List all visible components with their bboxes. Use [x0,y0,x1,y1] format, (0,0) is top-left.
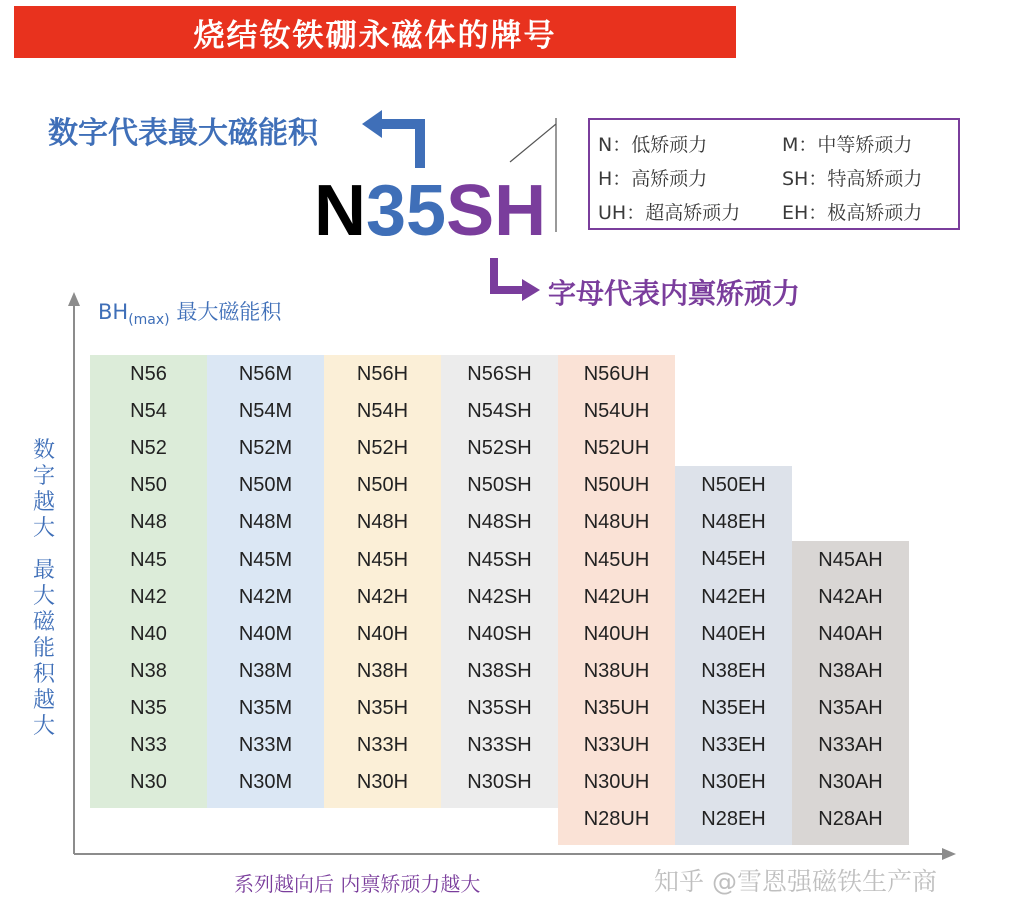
y-axis-label-sub: (max) [128,312,170,329]
example-number: 35 [366,171,447,251]
letter-meaning-label: 字母代表内禀矫顽力 [548,277,801,310]
y-side-label-part1: 数字越大 [32,438,55,541]
grade-cell: N38H [356,659,409,682]
grade-cell: N35EH [701,696,766,719]
grade-cell: N50M [238,474,293,497]
grade-cell: N30 [130,771,167,794]
grade-column-eh [675,466,792,845]
grade-cell: N33AH [818,734,883,756]
grade-cell: N45EH [701,548,766,571]
grade-cell: N35 [130,696,167,719]
grade-column-uh [558,355,675,845]
grade-cell: N50SH [467,474,532,497]
example-prefix: N [314,171,366,251]
grade-cell: N30AH [818,771,883,794]
grade-cell: N35UH [583,696,650,719]
grade-cell: N48M [238,511,293,534]
watermark: 知乎 @雪恩强磁铁生产商 [654,867,937,896]
grade-cell: N28AH [818,808,883,831]
grade-cell: N48SH [467,511,532,534]
grade-cell: N45M [238,548,293,571]
grade-cell: N38EH [701,659,766,682]
number-arrow-head-icon [362,110,382,138]
grade-cell: N40M [238,622,293,645]
grade-cell: N52M [238,437,293,460]
legend-item: N：低矫顽力 [598,133,708,156]
grade-cell: N38 [130,659,167,682]
grade-cell: N40H [356,622,409,645]
grade-cell: N48UH [583,511,650,534]
grade-column-h [324,355,441,808]
grade-cell: N45SH [467,548,532,571]
grade-cell: N42SH [467,585,532,608]
grade-cell: N56H [356,363,409,385]
grade-cell: N42 [130,585,167,608]
y-axis-label-rest: 最大磁能积 [169,300,282,324]
letter-arrow [494,258,526,290]
grade-cell: N45AH [818,548,883,571]
grade-cell: N42UH [583,585,650,608]
grade-cell: N38AH [818,659,883,682]
grade-cell: N50 [130,474,167,497]
letter-arrow-head-icon [522,279,540,301]
grade-cell: N52UH [583,437,650,460]
grade-cell: N48 [130,511,167,534]
grade-cell: N28EH [701,808,766,831]
grade-cell: N54 [130,400,167,423]
example-suffix: SH [446,171,547,251]
grade-cell: N42H [356,585,409,608]
grade-cell: N40AH [818,622,883,645]
grade-cell: N48H [356,511,409,534]
grade-cell: N40EH [701,622,766,645]
grade-cell: N38UH [583,659,650,682]
grade-cell: N38SH [467,659,532,682]
page-title: 烧结钕铁硼永磁体的牌号 [193,17,557,54]
legend-item: M：中等矫顽力 [782,133,913,156]
legend-item: SH：特高矫顽力 [782,167,923,190]
legend-item: H：高矫顽力 [598,167,708,190]
grade-cell: N40SH [467,622,532,645]
grade-column-sh [441,355,558,808]
grade-column-n [90,355,207,808]
grade-cell: N38M [238,659,293,682]
grade-cell: N54SH [467,400,532,423]
grade-cell: N30SH [467,771,532,794]
grade-cell: N35AH [818,696,883,719]
legend-pointer-line [510,124,556,162]
grade-cell: N30EH [701,771,766,794]
grade-cell: N35M [238,696,293,719]
grade-cell: N50EH [701,474,766,497]
grade-cell: N35SH [467,696,532,719]
grade-cell: N54H [356,400,409,423]
y-side-label [28,438,60,740]
y-side-label-part2: 最大磁能积越大 [32,558,55,739]
grade-cell: N52SH [467,437,532,460]
grade-cell: N48EH [701,511,766,534]
grade-cell: N42M [238,585,293,608]
grade-cell: N40UH [583,622,650,645]
grade-cell: N35H [356,696,409,719]
number-arrow [376,124,420,168]
grade-cell: N50H [356,474,409,497]
grade-cell: N33H [356,734,409,756]
grade-cell: N30H [356,771,409,794]
grade-cell: N56 [130,363,167,385]
grade-cell: N54M [238,400,293,423]
grade-cell: N30M [238,771,293,794]
legend-item: EH：极高矫顽力 [782,201,923,224]
grade-cell: N42EH [701,585,766,608]
number-meaning-label: 数字代表最大磁能积 [48,116,318,151]
grade-cell: N45 [130,548,167,571]
y-axis-arrow-icon [68,292,80,306]
grade-cell: N54UH [583,400,650,423]
grade-cell: N56SH [467,363,532,385]
grade-cell: N33M [238,734,293,756]
grade-cell: N52H [356,437,409,460]
grade-cell: N50UH [583,474,650,497]
y-axis-label [98,296,281,328]
grade-column-m [207,355,324,808]
grade-cell: N33UH [583,734,650,756]
grade-cell: N30UH [583,771,650,794]
grade-cell: N40 [130,622,167,645]
grade-cell: N56UH [583,363,650,385]
grade-cell: N52 [130,437,167,460]
x-axis-label: 系列越向后 内禀矫顽力越大 [234,872,481,896]
grade-cell: N33SH [467,734,532,756]
grade-cell: N33 [130,734,167,756]
grade-column-ah [792,541,909,846]
grade-cell: N33EH [701,733,766,756]
grade-cell: N45H [356,548,409,571]
grade-cell: N28UH [583,808,650,831]
legend-item: UH：超高矫顽力 [598,201,741,224]
grade-cell: N45UH [583,548,650,571]
x-axis-arrow-icon [942,848,956,860]
grade-cell: N56M [238,363,293,385]
y-axis-label-main: BH [98,300,129,324]
grade-cell: N42AH [818,585,883,608]
